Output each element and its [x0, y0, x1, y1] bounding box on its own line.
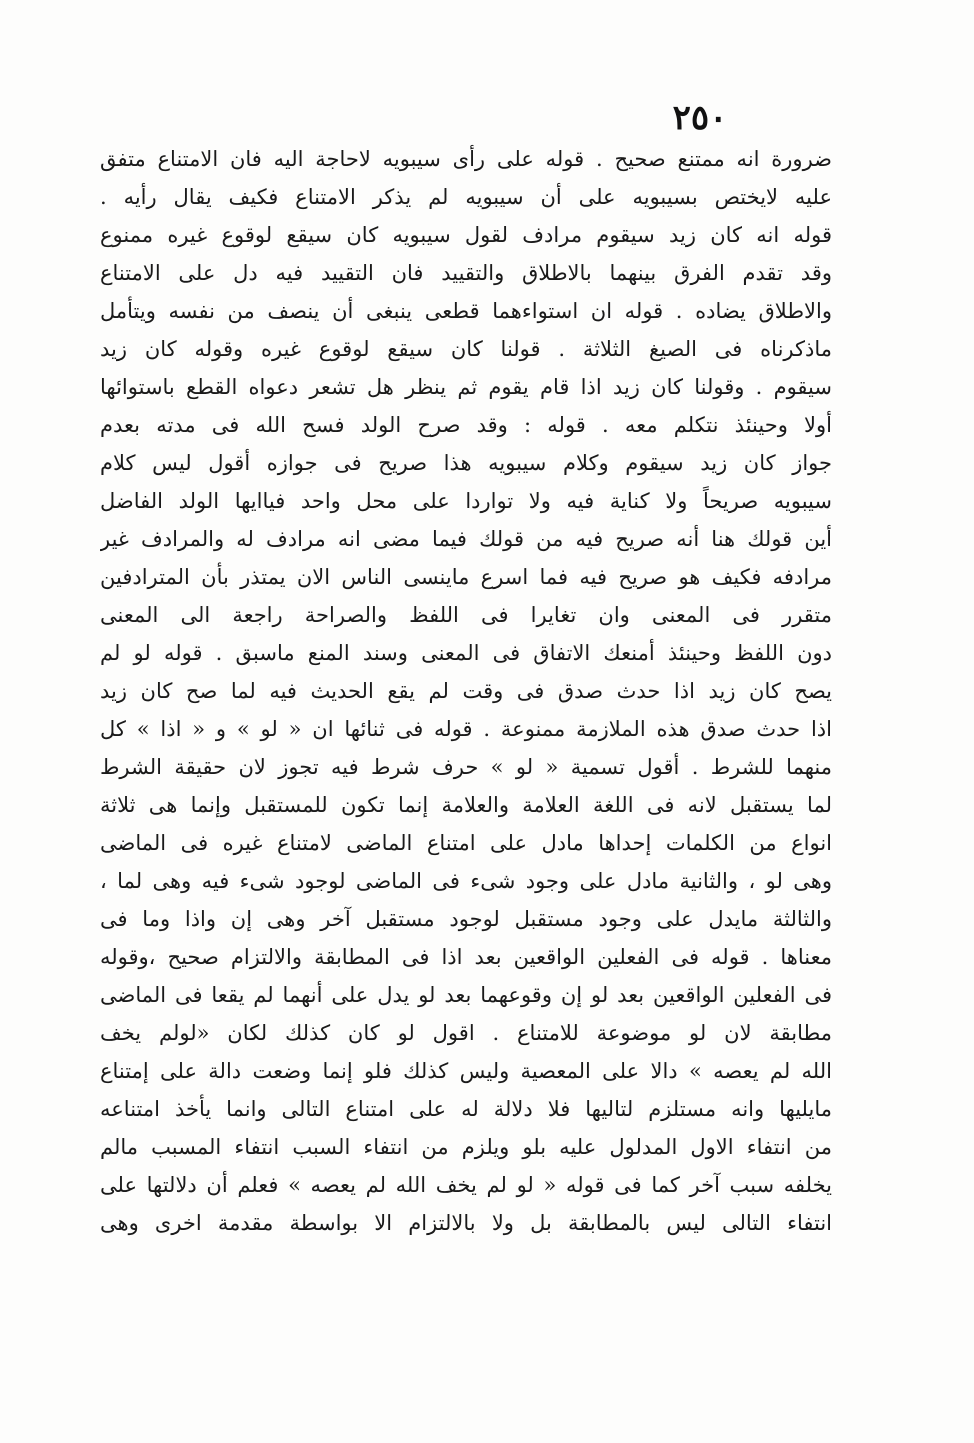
body-text: [100, 140, 832, 1242]
text-line: فى الفعلين الواقعين بعد لو إن وقوعهما بعد لو يدل على أنهما لم يقعا فى الماضى: [100, 983, 832, 1007]
text-line: وقد تقدم الفرق بينهما بالاطلاق والتقييد فان التقييد فيه دل على الامتناع: [100, 261, 832, 285]
text-line: سيبويه صريحاً ولا كناية فيه ولا تواردا على محل واحد فياايها الولد الفاضل: [100, 489, 832, 513]
page-number: ٢٥٠: [672, 98, 728, 138]
text-line: انتفاء التالى ليس بالمطابقة بل ولا بالالتزام الا بواسطة مقدمة اخرى وهى: [100, 1211, 832, 1235]
text-line: مطابقة لان لو موضوعة للامتناع . اقول لو كان كذلك لكان «لولم يخف: [100, 1021, 832, 1045]
text-line: ماذكرناه فى الصيغ الثلاثة . قولنا كان سيقع لوقوع غيره وقوله كان زيد: [100, 337, 832, 361]
text-line: قوله انه كان زيد سيقوم مرادف لقول سيبويه كان سيقع لوقوع غيره ممنوع: [100, 223, 832, 247]
text-line: مايليها وانه مستلزم لتاليها فلا دلالة له على امتناع التالى وانما يأخذ امتناعه: [100, 1097, 832, 1121]
text-line: والثالثة مايدل على وجود مستقبل لوجود مستقبل آخر وهى إن واذا وما فى: [100, 907, 832, 931]
text-line: الله لم يعصه » دالا على المعصية وليس كذلك فلو إنما وضعت دالة على إمتناع: [100, 1059, 832, 1083]
text-line: لما يستقبل لانه فى اللغة العلامة والعلامة إنما تكون للمستقبل وإنما هى ثلاثة: [100, 793, 832, 817]
text-line: والاطلاق يضاده . قوله ان استواءهما قطعى ينبغى أن ينصف من نفسه ويتأمل: [100, 299, 832, 323]
text-line: معناها . قوله فى الفعلين الواقعين بعد اذا فى المطابقة والالتزام صحيح ،وقوله: [100, 945, 832, 969]
text-line: سيقوم . وقولنا كان زيد اذا قام يقوم ثم ينظر هل تشعر دعواه القطع باستوائها: [100, 375, 832, 399]
text-line: منهما للشرط . أقول تسمية « لو » حرف شرط فيه تجوز لان حقيقة الشرط: [100, 755, 832, 779]
text-line: يصح كان زيد اذا حدث صدق فى وقت لم يقع الحديث فيه لما صح كان زيد: [100, 679, 832, 703]
text-line: من انتفاء الاول المدلول عليه بلو ويلزم من انتفاء السبب انتفاء المسبب مالم: [100, 1135, 832, 1159]
text-line: دون اللفظ وحينئذ أمنعك الاتفاق فى المعنى وسند المنع ماسبق . قوله لو لم: [100, 641, 832, 665]
text-line: جواز كان زيد سيقوم وكلام سيبويه هذا صريح فى جوازه أقول ليس كلام: [100, 451, 832, 475]
text-line: عليه لايختص بسيبويه على أن سيبويه لم يذكر الامتناع فكيف يقال رأيه .: [100, 185, 832, 209]
text-line: أولا وحينئذ نتكلم معه . قوله : وقد صرح الولد فسح الله فى مدته بعدم: [100, 413, 832, 437]
text-line: يخلفه سبب آخر كما فى قوله « لو لم يخف الله لم يعصه » فعلم أن دلالتها على: [100, 1173, 832, 1197]
text-line: وهى لو ، والثانية مادل على وجود شىء فى الماضى لوجود شىء فيه وهى لما ،: [100, 869, 832, 893]
text-line: مرادفه فكيف هو صريح فيه فما اسرع ماينسى الناس الان يمتذر بأن المترادفين: [100, 565, 832, 589]
text-line: انواع من الكلمات إحداها مادل على امتناع الماضى لامتناع غيره فى الماضى: [100, 831, 832, 855]
text-line: ضرورة انه ممتنع صحيح . قوله على رأى سيبويه لاحاجة اليه فان الامتناع متفق: [100, 147, 832, 171]
text-line: اذا حدث صدق هذه الملازمة ممنوعة . قوله فى ثنائها ان « لو » و « اذا » كل: [100, 717, 832, 741]
text-line: متقرر فى المعنى وان تغايرا فى اللفظ والصراحة راجعة الى المعنى: [100, 603, 832, 627]
text-line: أين قولك هنا أنه صريح فيه من قولك فيما مضى انه مرادف له والمرادف غير: [100, 527, 832, 551]
